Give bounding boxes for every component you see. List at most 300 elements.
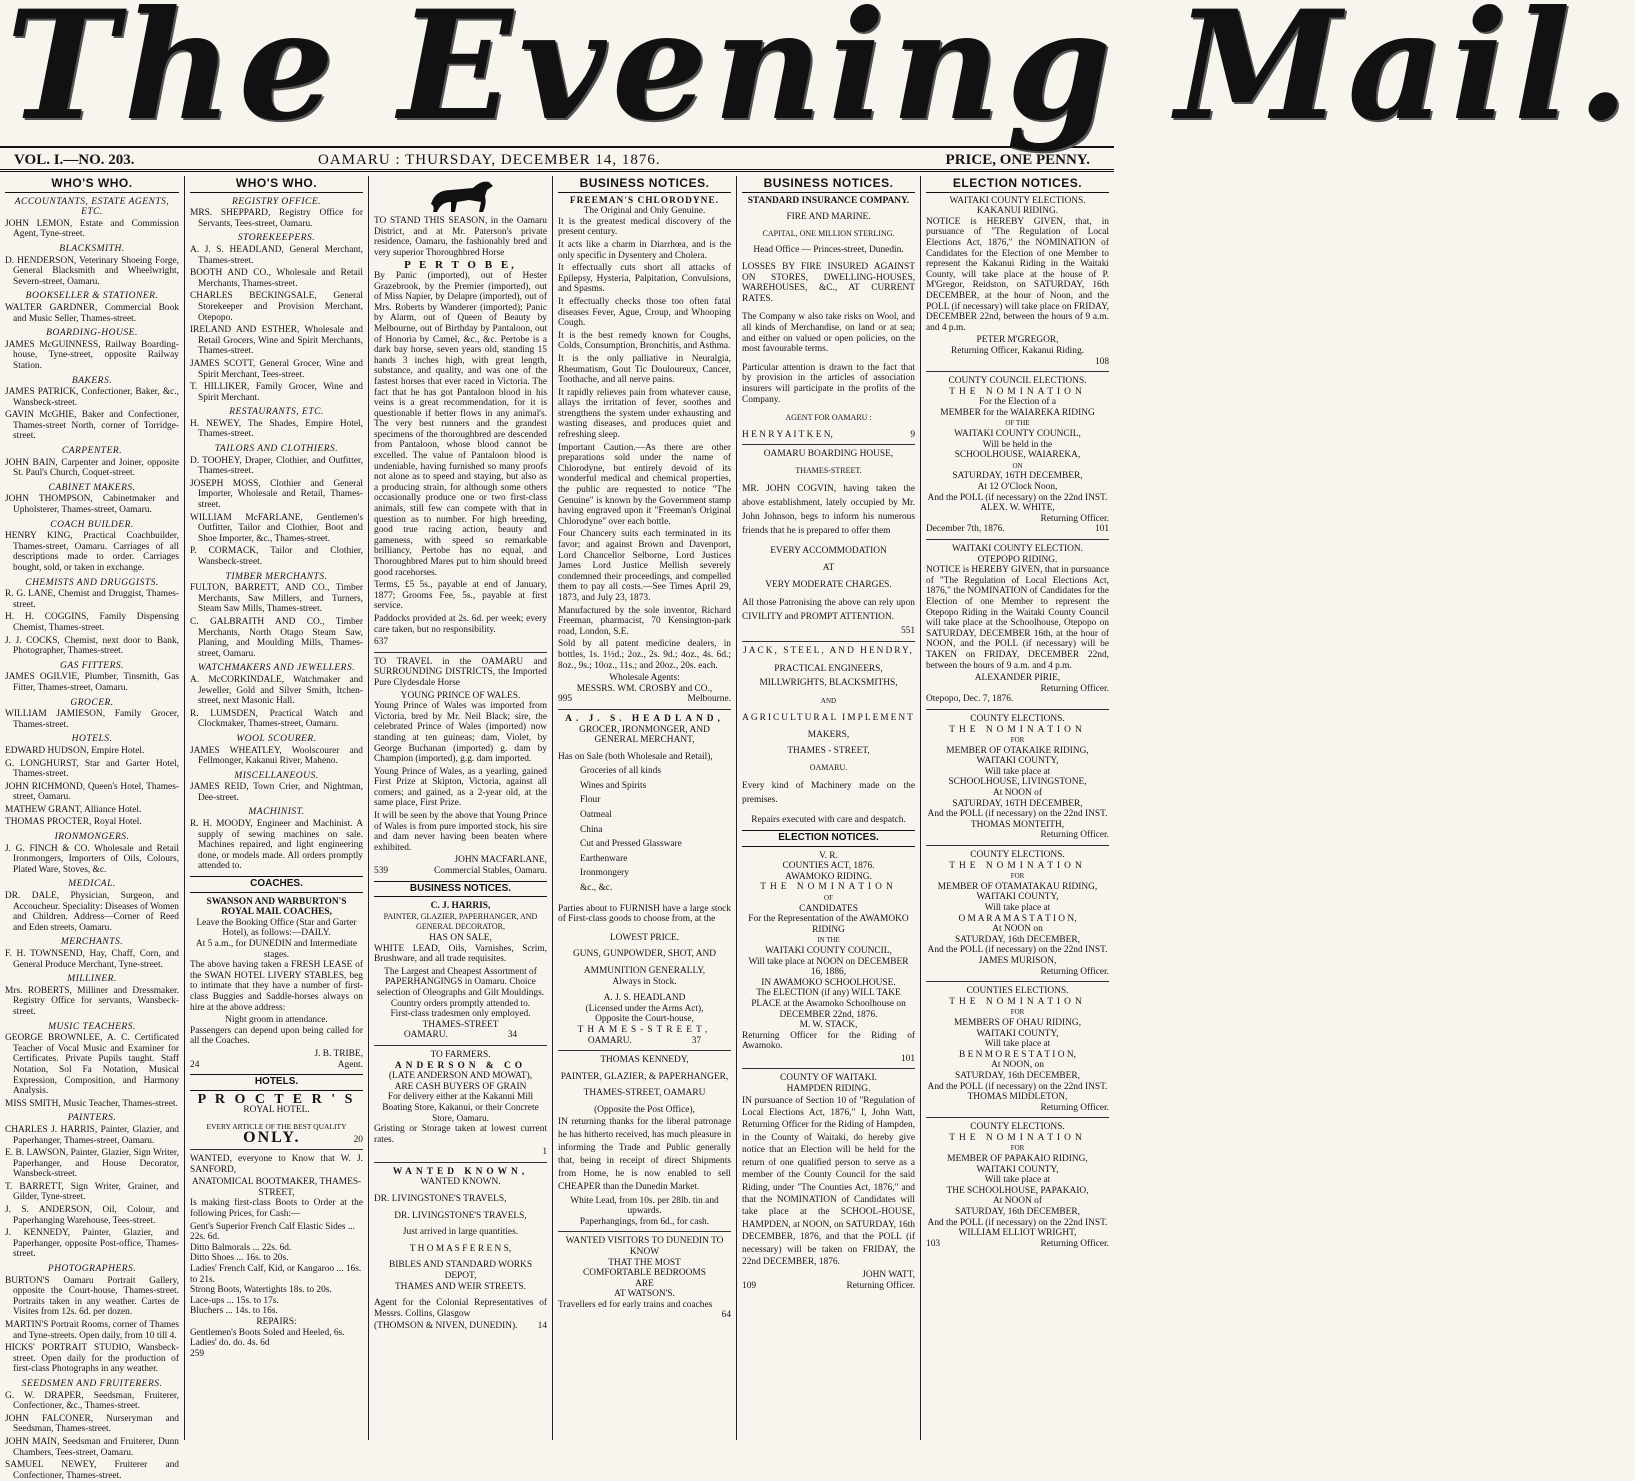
harris-trade: PAINTER, GLAZIER, PAPERHANGER, AND GENERAL DECORATOR, <box>383 911 538 932</box>
ohau-poll: And the POLL (if necessary) on the 22nd INST. <box>927 1081 1108 1092</box>
coaches-agent: Agent. <box>337 1059 363 1070</box>
otakaike-school: SCHOOLHOUSE, LIVINGSTONE, <box>948 777 1087 788</box>
standard-losses: LOSSES BY FIRE INSURED AGAINST ON STORES, DWELLING-HOUSES, WAREHOUSES, &C., AT CURRENT RATES. <box>742 261 915 304</box>
awamoko-act: COUNTIES ACT, 1876. <box>782 861 875 872</box>
directory-entry: JOHN LEMON, Estate and Commission Agent, Tyne-street. <box>5 218 179 240</box>
watsons-line-2: THAT THE MOST <box>608 1257 681 1268</box>
boarding-body: MR. JOHN COGVIN, having taken the above establishment, lately occupied by Mr. John Johnson, begs to inform his numerous friends that he is prepared to offer them <box>742 484 915 537</box>
jack-makers: MAKERS, <box>807 729 850 740</box>
ferens-paren: (THOMSON & NIVEN, DUNEDIN). <box>374 1321 518 1332</box>
headland-goods <box>558 766 731 893</box>
headland-address: THAMES-STREET, <box>577 1024 712 1035</box>
standard-agent-name: H E N R Y A I T K E N, <box>742 429 833 440</box>
headland-parties: Parties about to FURNISH have a large stock of First-class goods to choose from, at the <box>558 903 731 925</box>
directory-entry: MATHEW GRANT, Alliance Hotel. <box>5 804 142 815</box>
boarding-heading: OAMARU BOARDING HOUSE, <box>763 449 894 460</box>
section-title: SEEDSMEN AND FRUITERERS. <box>21 1378 163 1389</box>
ad-number: 995 <box>558 694 573 705</box>
directory-entry: JOHN MAIN, Seedsman and Fruiterer, Dunn Chambers, Tees-street, Oamaru. <box>5 1436 179 1458</box>
directory-entry: JOHN BAIN, Carpenter and Joiner, opposite St. Paul's Church, Coquet-street. <box>5 457 179 479</box>
otakaike-signature: THOMAS MONTEITH, <box>970 819 1065 830</box>
paragraph: It is the best remedy known for Coughs, Colds, Consumption, Bronchitis, and Asthma. <box>558 330 731 352</box>
standard-body-2: Particular attention is drawn to the fact that by provision in the articles of association insurers will participate in the profits of the Company. <box>742 362 915 405</box>
chlorodyne-footer <box>558 694 731 705</box>
awamoko-nomination: THE NOMINATION <box>760 882 897 893</box>
kakanui-body: NOTICE is HEREBY GIVEN, that, in pursuance of "The Regulation of Local Elections Act, 1876," the NOMINATION of Candidates for the Election of one Member to represent the Kakanui Riding in the Waitaki County, will take place at the house of P. M'Gregor, Reidston, on SATURDAY, 16th DECEMBER, at the hour of Noon, and the POLL (if necessary) will take place on FRIDAY, DECEMBER 22nd, between the hours of 9 a.m. and 4 p.m. <box>926 216 1109 333</box>
coaches-body: The above having taken a FRESH LEASE of the SWAN HOTEL LIVERY STABLES, beg to intimate that they have a number of first-class Buggies and Saddle-horses always on hire at the above address: <box>190 960 363 1013</box>
prince-signature: JOHN MACFARLANE, <box>454 855 547 866</box>
sanford-lead: WANTED, everyone to Know that W. J. SANFORD, <box>190 1154 363 1175</box>
farmers-heading: TO FARMERS. <box>430 1049 491 1060</box>
kennedy-paper: Paperhangings, from 6d., for cash. <box>579 1216 710 1227</box>
anderson-body-2: Gristing or Storage taken at lowest current rates. <box>374 1124 547 1145</box>
papakaio-school: THE SCHOOLHOUSE, PAPAKAIO, <box>946 1185 1089 1196</box>
issue-date: OAMARU : THURSDAY, DECEMBER 14, 1876. <box>318 152 661 168</box>
harris-tradesmen: First-class tradesmen only employed. <box>390 1009 531 1020</box>
paragraph: It effectually checks those too often fatal diseases Fever, Ague, Croup, and Whooping Cough. <box>558 296 731 329</box>
directory-entry: MRS. SHEPPARD, Registry Office for Servants, Tees-street, Oamaru. <box>190 208 363 229</box>
wanted-sub: WANTED KNOWN. <box>420 1177 501 1188</box>
paragraph: It effectually cuts short all attacks of Epilepsy, Hysteria, Palpitation, Convulsions, and Spasms. <box>558 263 731 295</box>
standard-fire: FIRE AND MARINE. <box>786 212 871 223</box>
chlorodyne-paragraphs <box>558 217 731 671</box>
kakanui-riding: KAKANUI RIDING. <box>976 206 1059 217</box>
ferens-address: THAMES AND WEIR STREETS. <box>394 1281 527 1292</box>
ad-number: 101 <box>900 1053 915 1064</box>
waiareka-footer <box>926 524 1109 535</box>
ohau-county: WAITAKI COUNTY, <box>976 1028 1059 1039</box>
election-notices-heading: ELECTION NOTICES. <box>742 830 915 847</box>
directory-entry: J. J. COCKS, Chemist, next door to Bank, Photographer, Thames-street. <box>5 635 179 657</box>
kakanui-county: WAITAKI COUNTY ELECTIONS. <box>949 195 1086 206</box>
sanford-trade: ANATOMICAL BOOTMAKER, THAMES-STREET, <box>191 1177 362 1198</box>
section-title: STOREKEEPERS. <box>237 233 316 244</box>
otamatakau-signature: JAMES MURISON, <box>978 955 1057 966</box>
otamatakau-will: Will take place at <box>984 903 1051 913</box>
dateline <box>0 148 1114 172</box>
directory-entry: T. BARRETT, Sign Writer, Grainer, and Gilder, Tyne-street. <box>5 1181 179 1203</box>
waiareka-time: At 12 O'Clock Noon, <box>977 482 1058 493</box>
waiareka-for: For the Election of a <box>978 397 1057 408</box>
otepopo-notice <box>926 544 1109 705</box>
otakaike-notice <box>926 714 1109 841</box>
directory-entry: JAMES OGILVIE, Plumber, Tinsmith, Gas Fitter, Thames-street, Oamaru. <box>5 672 179 693</box>
prince-name: YOUNG PRINCE OF WALES. <box>400 690 521 701</box>
awamoko-for: For the Representation of the AWAMOKO RIDING <box>748 914 909 935</box>
directory-entry: G. W. DRAPER, Seedsman, Fruiterer, Confectioner, &c., Thames-street. <box>5 1390 179 1412</box>
section-title: TIMBER MERCHANTS. <box>225 571 328 582</box>
ad-number: 551 <box>900 626 915 637</box>
directory-entry: THOMAS PROCTER, Royal Hotel. <box>5 817 142 828</box>
awamoko-notice <box>742 851 915 1065</box>
anderson-late: (LATE ANDERSON AND MOWAT), <box>388 1071 533 1082</box>
ohau-for: FOR <box>1010 1008 1025 1017</box>
kennedy-trade: PAINTER, GLAZIER, & PAPERHANGER, <box>560 1071 729 1082</box>
kennedy-ad <box>558 1055 731 1227</box>
prince-footer <box>374 866 547 877</box>
section-title: BOARDING-HOUSE. <box>46 328 138 339</box>
jack-repairs: Repairs executed with care and despatch. <box>751 815 906 826</box>
section-title: PHOTOGRAPHERS. <box>47 1264 137 1275</box>
hampden-footer <box>742 1281 915 1292</box>
papakaio-heading: COUNTY ELECTIONS. <box>970 1122 1065 1133</box>
ad-number: 64 <box>721 1310 731 1321</box>
section-title: TAILORS AND CLOTHIERS. <box>214 444 339 455</box>
headland-trade-2: GENERAL MERCHANT, <box>594 735 695 746</box>
papakaio-nomination: THE NOMINATION <box>949 1132 1086 1143</box>
awamoko-of: OF <box>824 893 833 902</box>
harris-address: THAMES-STREET <box>422 1019 499 1030</box>
headland-ad <box>558 714 731 1046</box>
newspaper-title: The Evening Mail. <box>6 0 1635 154</box>
ohau-nomination: THE NOMINATION <box>949 996 1086 1007</box>
anderson-name: ANDERSON & CO <box>394 1060 527 1071</box>
directory-entry: WALTER GARDNER, Commercial Book and Music Seller, Thames-street. <box>5 302 179 324</box>
otamatakau-nomination: THE NOMINATION <box>949 860 1086 871</box>
otakaike-nomination: THE NOMINATION <box>949 724 1086 735</box>
list-line: Lace-ups ... 15s. to 17s. <box>190 1295 279 1306</box>
directory-entry: WILLIAM McFARLANE, Gentlemen's Outfitter, Tailor and Clothier, Boot and Shoe Importer, &c., Thames-street. <box>190 512 363 544</box>
procters-tag: EVERY ARTICLE OF THE BEST QUALITY <box>206 1121 347 1131</box>
livingstone-2: DR. LIVINGSTONE'S TRAVELS, <box>394 1210 527 1221</box>
harris-has: HAS ON SALE, <box>429 933 492 943</box>
prince-ad <box>374 657 547 877</box>
paragraph: It rapidly relieves pain from whatever cause, allays the irritation of fever, soothes and strengthens the system under exhausting and wasting diseases, and produces quiet and refreshing sleep. <box>558 387 731 441</box>
directory-list <box>190 197 363 872</box>
kennedy-name: THOMAS KENNEDY, <box>600 1055 689 1066</box>
section-title: PAINTERS. <box>67 1113 117 1124</box>
otakaike-member: MEMBER OF OTAKAIKE RIDING, <box>946 745 1089 756</box>
kennedy-body: IN returning thanks for the liberal patronage he has hitherto received, has much pleasure in informing the Trade and Public generally that, being in receipt of direct Shipments from Home, he is now enabled to sell CHEAPER than the Dunedin Market. <box>558 1116 731 1192</box>
hampden-body: IN pursuance of Section 10 of "Regulation of Local Elections Act, 1876," I, John Watt, Returning Officer for the Riding of Hampden, in the County of Waitaki, do hereby give notice that an Election will be held for the return of one qualified person to serve as a member of the County Council for the said Riding, under "The Counties Act, 1876," and that the NOMINATION of Candidates will take place at the SCHOOL-HOUSE, HAMPDEN, at NOON, on SATURDAY, 16th DECEMBER, 1876, and that the POLL (if necessary) will be taken on FRIDAY, the 22nd DECEMBER, 1876. <box>742 1095 915 1267</box>
otamatakau-member: MEMBER OF OTAMATAKAU RIDING, <box>937 881 1098 892</box>
paragraph: Manufactured by the sole inventor, Richard Freeman, pharmacist, 70 Kensington-park road, London, S.E. <box>558 605 731 637</box>
pertobe-ad <box>374 216 547 648</box>
papakaio-signature: WILLIAM ELLIOT WRIGHT, <box>958 1228 1077 1239</box>
section-title: BAKERS. <box>71 375 113 386</box>
directory-entry: WILLIAM JAMIESON, Family Grocer, Thames-street. <box>5 709 179 730</box>
directory-entry: A. McCORKINDALE, Watchmaker and Jeweller, Gold and Silver Smith, Itchen-street, next Masonic Hall. <box>190 674 363 707</box>
directory-entry: J. KENNEDY, Painter, Glazier, and Paperhanger, opposite Post-office, Thames-street. <box>5 1228 179 1260</box>
section-title: COACH BUILDER. <box>50 519 134 530</box>
directory-list <box>5 197 179 1481</box>
waiareka-returning: Returning Officer. <box>1040 513 1109 524</box>
paragraph: It acts like a charm in Diarrhœa, and is the only specific in Dysentery and Cholera. <box>558 239 731 261</box>
list-line: Strong Boots, Watertights 18s. to 20s. <box>190 1285 332 1296</box>
directory-entry: C. GALBRAITH AND CO., Timber Merchants, North Otago Steam Saw, Planing, and Moulding Mills, Thames-street, Oamaru. <box>190 616 363 659</box>
ad-number: 24 <box>190 1059 200 1070</box>
column-business-notices-4 <box>552 176 736 1440</box>
column-heading: WHO'S WHO. <box>190 176 363 193</box>
boarding-accommodation: EVERY ACCOMMODATION <box>770 546 887 557</box>
directory-entry: R. G. LANE, Chemist and Druggist, Thames-street. <box>5 589 179 610</box>
section-title: REGISTRY OFFICE. <box>231 196 322 207</box>
goods-item: China <box>580 824 603 835</box>
ohau-notice <box>926 986 1109 1113</box>
paragraph: Four Chancery suits each terminated in its favor; and against Brown and Davenport, Lord Chancellor Selborne, Lord Justices James Lord Justice Mellish severely condemned their proceedings, and compelled them to pay all costs.—See Times April 29, 1873, and July 23, 1873. <box>558 529 731 603</box>
otamatakau-notice <box>926 850 1109 977</box>
ad-number: 14 <box>537 1321 547 1332</box>
directory-entry: JAMES PATRICK, Confectioner, Baker, &c., Wansbeck-street. <box>5 387 179 408</box>
directory-entry: MISS SMITH, Music Teacher, Thames-street. <box>5 1098 178 1109</box>
pertobe-body: By Panic (imported), out of Hester Grazebrook, by the Premier (imported), out of Miss Napier, by Delapre (imported), out of Mrs. Roberts by Wanderer (imported); Panic by Alarm, out of Queen of Beauty by Melbourne, out of Birthday by Pantaloon, out of Honoria by Camel, &c., &c. Pertobe is a dark bay horse, seven years old, standing 15 hands 3 inches high, with great length, substance, and quality, and was one of the fastest horses that ever raced in Victoria. The fact that he has got Pantaloon blood in his veins is a great recommendation, for it is questionable if better flows in any animal's. The very best runners and the grandest specimens of the thoroughbred are descended from Pantaloon, whose blood cannot be excelled. The value of Pantaloon blood is undeniable, having furnished so many proofs not alone as to speed and staying, but also as a producing strain, for although some others occasionally produce one or two first-class animals, still few can compete with that in question as to number. For high breeding, good true racing action, beauty and gameness, with speed so remarkable brilliancy, Pertobe has no equal, and Thoroughbred Mares put to him should breed good racehorses. <box>374 270 547 578</box>
ferens-name: T H O M A S F E R E N S, <box>409 1243 512 1254</box>
anderson-buyers: ARE CASH BUYERS OF GRAIN <box>394 1081 527 1092</box>
otakaike-for: FOR <box>1010 736 1025 745</box>
section-title: GROCER. <box>70 697 114 708</box>
list-line: Gent's Superior French Calf Elastic Sides ... 22s. 6d. <box>190 1221 355 1243</box>
procters-ad <box>190 1091 363 1146</box>
directory-entry: T. HILLIKER, Family Grocer, Wine and Spirit Merchant. <box>190 382 363 403</box>
goods-item: &c., &c. <box>580 883 613 894</box>
kennedy-lead: White Lead, from 10s. per 28lb. tin and upwards. <box>570 1195 719 1217</box>
papakaio-poll: And the POLL (if necessary) on the 22nd INST. <box>927 1217 1108 1228</box>
column-whos-who-1 <box>0 176 184 1481</box>
coaches-ad <box>190 897 363 1071</box>
directory-entry: A. J. S. HEADLAND, General Merchant, Thames-street. <box>190 244 363 266</box>
kennedy-opposite: (Opposite the Post Office), <box>594 1104 695 1115</box>
goods-item: Cut and Pressed Glassware <box>580 839 682 850</box>
directory-entry: F. H. TOWNSEND, Hay, Chaff, Corn, and General Produce Merchant, Tyne-street. <box>5 949 179 970</box>
directory-entry: EDWARD HUDSON, Empire Hotel. <box>5 745 145 756</box>
volume-number: VOL. I.—NO. 203. <box>14 152 135 168</box>
awamoko-body: The ELECTION (if any) WILL TAKE PLACE at the Awamoko Schoolhouse on DECEMBER 22nd, 1876. <box>751 988 906 1020</box>
procters-only: ONLY. <box>243 1128 301 1146</box>
awamoko-vr: V. R. <box>819 850 838 861</box>
otakaike-heading: COUNTY ELECTIONS. <box>970 713 1065 724</box>
standard-body: The Company w also take risks on Wool, and all kinds of Merchandise, on land or at sea; and either on valued or open policies, on the most favourable terms. <box>742 312 915 355</box>
prince-body-3: It will be seen by the above that Young Prince of Wales is from pure imported stock, his sire and dam never having been beaten where exhibited. <box>374 811 547 853</box>
ohau-returning: Returning Officer. <box>1040 1102 1109 1113</box>
boarding-moderate: VERY MODERATE CHARGES. <box>765 579 892 590</box>
wanted-lead: WANTED KNOWN, <box>392 1166 529 1177</box>
section-title: MUSIC TEACHERS. <box>48 1021 136 1032</box>
ferens-ad <box>374 1167 547 1332</box>
coaches-sub: Leave the Booking Office (Star and Garter Hotel), as follows:—DAILY. <box>196 917 357 939</box>
section-title: CABINET MAKERS. <box>48 482 136 493</box>
kakanui-signature: PETER M'GREGOR, <box>976 335 1059 346</box>
section-title: BOOKSELLER & STATIONER. <box>25 291 159 302</box>
ferens-trade: BIBLES AND STANDARD WORKS DEPOT, <box>388 1260 533 1282</box>
list-line: Ladies' do. do. 4s. 6d <box>190 1338 270 1349</box>
headland-stock: Always in Stock. <box>612 976 677 987</box>
waiareka-heading: COUNTY COUNCIL ELECTIONS. <box>948 376 1087 387</box>
ad-number: 37 <box>691 1035 702 1046</box>
boarding-at: AT <box>822 563 835 574</box>
directory-entry: Mrs. ROBERTS, Milliner and Dressmaker. Registry Office for servants, Wansbeck-street. <box>5 985 179 1017</box>
directory-entry: GEORGE BROWNLEE, A. C. Certificated Teacher of Vocal Music and Examiner for Certificates. Private Pupils taught. Staff Notation, Sol Fa Notation, Musical Expression, Composition, and Harmony Analysis. <box>5 1033 179 1097</box>
harris-ad <box>374 901 547 1041</box>
ad-number: 259 <box>190 1348 205 1359</box>
paragraph: Sold by all patent medicine dealers, in bottles, 1s. 1½d.; 2oz., 2s. 9d.; 4oz., 4s. 6d.; 8oz., 9s.; 10oz., 11s.; and 20oz., 20s. each. <box>558 639 731 671</box>
business-notices-heading: BUSINESS NOTICES. <box>374 881 547 898</box>
headland-has: Has on Sale (both Wholesale and Retail), <box>558 751 713 762</box>
section-title: HOTELS. <box>71 734 113 745</box>
list-line: Ladies' French Calf, Kid, or Kangaroo ... 16s. to 21s. <box>190 1264 362 1285</box>
headland-ammo: AMMUNITION GENERALLY, <box>583 966 706 976</box>
watsons-line-4: ARE <box>635 1278 654 1289</box>
boarding-body-2: All those Patronising the above can rely upon CIVILITY and PROMPT ATTENTION. <box>742 598 915 623</box>
standard-lead: STANDARD INSURANCE COMPANY. <box>747 195 910 206</box>
waiareka-signature: ALEX. W. WHITE, <box>980 503 1055 514</box>
directory-entry: J. G. FINCH & CO. Wholesale and Retail Ironmongers, Importers of Oils, Colours, Plated Ware, Stoves, &c. <box>5 843 179 875</box>
watsons-ad <box>558 1236 731 1321</box>
awamoko-in: IN THE <box>817 936 840 945</box>
otamatakau-county: WAITAKI COUNTY, <box>976 892 1059 903</box>
boarding-house-ad <box>742 449 915 637</box>
column-heading: WHO'S WHO. <box>5 176 179 193</box>
column-business-notices-5 <box>736 176 920 1440</box>
coaches-night: Night groom in attendance. <box>225 1015 328 1026</box>
directory-entry: H. NEWEY, The Shades, Empire Hotel, Thames-street. <box>190 418 363 440</box>
ferens-footer <box>374 1321 547 1332</box>
ad-number: 34 <box>507 1030 518 1041</box>
jack-agricultural: AGRICULTURAL IMPLEMENT <box>742 713 915 724</box>
section-title: BLACKSMITH. <box>59 243 125 254</box>
jack-lead: JACK, STEEL, AND HENDRY, <box>743 645 914 656</box>
hampden-notice <box>742 1073 915 1291</box>
hampden-returning: Returning Officer. <box>846 1280 915 1291</box>
coaches-title: SWANSON AND WARBURTON'S ROYAL MAIL COACHES, <box>206 896 347 918</box>
price-list <box>190 1222 363 1317</box>
pertobe-lead: TO STAND THIS SEASON, in the Oamaru District, and at Mr. Paterson's private residence, Oamaru, the fashionably bred and very superior Thoroughbred Horse <box>374 216 547 258</box>
waiareka-notice <box>926 376 1109 535</box>
pertobe-paddocks: Paddocks provided at 2s. 6d. per week; every care taken, but no responsibility. <box>374 613 547 635</box>
watsons-line-5: AT WATSON'S. <box>614 1289 675 1300</box>
coaches-footer <box>190 1060 363 1071</box>
directory-entry: JAMES McGUINNESS, Railway Boarding-house, Tyne-street, opposite Railway Station. <box>5 339 179 371</box>
papakaio-footer <box>926 1239 1109 1250</box>
goods-item: Groceries of all kinds <box>580 766 661 777</box>
boarding-street: THAMES-STREET. <box>795 465 862 475</box>
section-title: MILLINER. <box>67 974 117 985</box>
goods-item: Oatmeal <box>580 810 612 821</box>
procters-footer <box>190 1128 363 1146</box>
livingstone-3: Just arrived in large quantities. <box>402 1227 519 1238</box>
livingstone-1: DR. LIVINGSTONE'S TRAVELS, <box>374 1194 507 1205</box>
papakaio-notice <box>926 1122 1109 1249</box>
headland-name-2: A. J. S. HEADLAND <box>603 993 686 1004</box>
harris-body-2: The Largest and Cheapest Assortment of PAPERHANGINGS in Oamaru. Choice selection of Oleographs and Gilt Mouldings. <box>376 966 545 998</box>
directory-entry: H. H. COGGINS, Family Dispensing Chemist, Thames-street. <box>5 612 179 633</box>
goods-item: Ironmongery <box>580 868 629 879</box>
goods-item: Earthenware <box>580 853 628 864</box>
otakaike-returning: Returning Officer. <box>1040 830 1109 841</box>
otamatakau-station: O M A R A M A S T A T I O N, <box>958 913 1077 924</box>
waiareka-held: Will be held in the <box>982 439 1053 450</box>
hampden-riding: HAMPDEN RIDING. <box>786 1084 871 1095</box>
column-advertisements-3 <box>368 176 552 1440</box>
anderson-ad <box>374 1050 547 1158</box>
harris-footer <box>374 1030 547 1041</box>
repairs-list <box>190 1328 363 1349</box>
prince-body-2: Young Prince of Wales, as a yearling, gained First Prize at Skipton, Victoria, against all comers; and gained, as a 2-year old, at the same place, First Prize. <box>374 766 547 809</box>
ad-number: 20 <box>353 1134 363 1145</box>
ohau-date: SATURDAY, 16th DECEMBER, <box>954 1070 1081 1081</box>
paragraph: It is the greatest medical discovery of the present century. <box>558 216 731 238</box>
section-title: WOOL SCOURER. <box>236 733 317 744</box>
anderson-body: For delivery either at the Kakanui Mill Boating Store, Kakanui, or their Concrete Store, Oamaru. <box>382 1092 539 1124</box>
directory-entry: IRELAND AND ESTHER, Wholesale and Retail Grocers, Wine and Spirit Merchants, Thames-street. <box>190 325 363 357</box>
otepopo-riding: OTEPOPO RIDING. <box>977 554 1058 565</box>
directory-entry: JAMES REID, Town Crier, and Nightman, Dee-street. <box>190 782 363 803</box>
otamatakau-heading: COUNTY ELECTIONS. <box>970 850 1065 861</box>
section-title: MISCELLANEOUS. <box>234 770 319 781</box>
ad-number: 637 <box>374 637 389 648</box>
otamatakau-noon: At NOON on <box>992 924 1043 935</box>
kakanui-returning: Returning Officer, Kakanui Riding. <box>950 345 1085 356</box>
directory-entry: JOHN THOMPSON, Cabinetmaker and Upholsterer, Thames-street, Oamaru. <box>5 494 179 516</box>
otakaike-date: SATURDAY, 16TH DECEMBER, <box>952 798 1083 809</box>
headland-low: LOWEST PRICE. <box>609 932 680 943</box>
chlorodyne-lead: FREEMAN'S CHLORODYNE. <box>569 195 720 206</box>
masthead <box>0 0 1635 154</box>
awamoko-council: WAITAKI COUNTY COUNCIL, <box>765 945 892 956</box>
section-title: MEDICAL. <box>68 879 116 890</box>
coaches-time: At 5 a.m., for DUNEDIN and Intermediate stages. <box>195 939 358 960</box>
otepopo-body: NOTICE is HEREBY GIVEN, that in pursuance of "The Regulation of Local Elections Act, 1876," the NOMINATION of Candidates for the Election of one Member to represent the Otepopo Riding in the Waitaki County Council will take place at the Schoolhouse, Otepopo on SATURDAY, DECEMBER 16th, at the hour of NOON, and the POLL (if necessary) will be TAKEN on FRIDAY, DECEMBER 22nd, between the hours of 9 a.m. and 4 p.m. <box>926 565 1109 671</box>
column-heading: BUSINESS NOTICES. <box>558 176 731 193</box>
otakaike-county: WAITAKI COUNTY, <box>976 756 1059 767</box>
pertobe-terms: Terms, £5 5s., payable at end of January, 1877; Grooms Fee, 5s., payable at first service. <box>374 580 547 612</box>
directory-entry: D. HENDERSON, Veterinary Shoeing Forge, General Blacksmith and Wheelwright, Severn-street, Oamaru. <box>5 255 179 287</box>
ad-number: 108 <box>1094 356 1109 367</box>
jack-body: Every kind of Machinery made on the premises. <box>742 781 915 806</box>
kakanui-notice <box>926 196 1109 368</box>
directory-entry: GAVIN McGHIE, Baker and Confectioner, Thames-street North, corner of Torridge-street. <box>5 410 179 442</box>
kennedy-address: THAMES-STREET, OAMARU <box>583 1088 706 1099</box>
otepopo-dated: Otepopo, Dec. 7, 1876. <box>926 694 1014 705</box>
directory-entry: R. LUMSDEN, Practical Watch and Clockmaker, Thames-street, Oamaru. <box>190 708 363 730</box>
column-heading: ELECTION NOTICES. <box>926 176 1109 193</box>
sanford-intro: Is making first-class Boots to Order at the following Prices, for Cash:— <box>190 1198 363 1220</box>
jack-trade: PRACTICAL ENGINEERS, MILLWRIGHTS, BLACKSMITHS, <box>759 664 898 689</box>
section-title: CHEMISTS AND DRUGGISTS. <box>25 577 159 588</box>
papakaio-date: SATURDAY, 16th DECEMBER, <box>954 1207 1081 1218</box>
chlorodyne-firm: MESSRS. WM. CROSBY and CO., <box>576 683 713 694</box>
directory-entry: HICKS' PORTRAIT STUDIO, Wansbeck-street. Open daily for the production of first-class Photographs in any weather. <box>5 1343 179 1375</box>
papakaio-member: MEMBER OF PAPAKAIO RIDING, <box>947 1154 1088 1165</box>
otamatakau-returning: Returning Officer. <box>1040 966 1109 977</box>
harris-body: WHITE LEAD, Oils, Varnishes, Scrim, Brushware, and all trade requisites. <box>374 943 547 965</box>
awamoko-riding: AWAMOKO RIDING. <box>785 871 872 882</box>
paragraph: It is the only palliative in Neuralgia, Rheumatism, Gout Tic Douloureux, Cancer, Toothache, and all nerve pains. <box>558 353 731 386</box>
hotels-heading: HOTELS. <box>190 1074 363 1091</box>
section-title: MERCHANTS. <box>60 937 124 948</box>
otepopo-heading: WAITAKI COUNTY ELECTION. <box>952 544 1083 554</box>
pertobe-name: P E R T O B E, <box>404 259 517 272</box>
directory-entry: E. B. LAWSON, Painter, Glazier, Sign Writer, Paperhanger, and House Decorator, Wansbeck-street. <box>5 1148 179 1180</box>
headland-guns: GUNS, GUNPOWDER, SHOT, AND <box>572 949 717 960</box>
directory-entry: MARTIN'S Portrait Rooms, corner of Thames and Tyne-streets. Open daily, from 10 till 4. <box>5 1320 179 1341</box>
list-line: Ditto Balmorals ... 22s. 6d. <box>190 1242 292 1253</box>
waiareka-on: ON <box>1012 461 1023 470</box>
jack-steel-hendry-ad <box>742 646 915 826</box>
directory-entry: SAMUEL NEWEY, Fruiterer and Confectioner, Thames-street. <box>5 1460 179 1481</box>
directory-entry: BOOTH AND CO., Wholesale and Retail Merchants, Thames-street. <box>190 268 363 289</box>
ohau-station: B E N M O R E S T A T I O N, <box>958 1049 1077 1060</box>
issue-price: PRICE, ONE PENNY. <box>945 152 1090 168</box>
directory-entry: FULTON, BARRETT, AND CO., Timber Merchants, Saw Millers, and Turners, Steam Saw Mills, Thames-street. <box>190 583 363 615</box>
directory-entry: P. CORMACK, Tailor and Clothier, Wansbeck-street. <box>190 546 363 567</box>
prince-lead: TO TRAVEL in the OAMARU and SURROUNDING DISTRICTS, the Imported Pure Clydesdale Horse <box>374 656 547 688</box>
headland-name: A. J. S. HEADLAND, <box>565 713 724 724</box>
ohau-heading: COUNTIES ELECTIONS. <box>966 986 1069 997</box>
list-line: Gentlemen's Boots Soled and Heeled, 6s. <box>190 1327 345 1338</box>
waiareka-dated: December 7th, 1876. <box>926 524 1005 535</box>
horse-icon <box>374 176 547 216</box>
ad-number: 103 <box>926 1238 941 1249</box>
